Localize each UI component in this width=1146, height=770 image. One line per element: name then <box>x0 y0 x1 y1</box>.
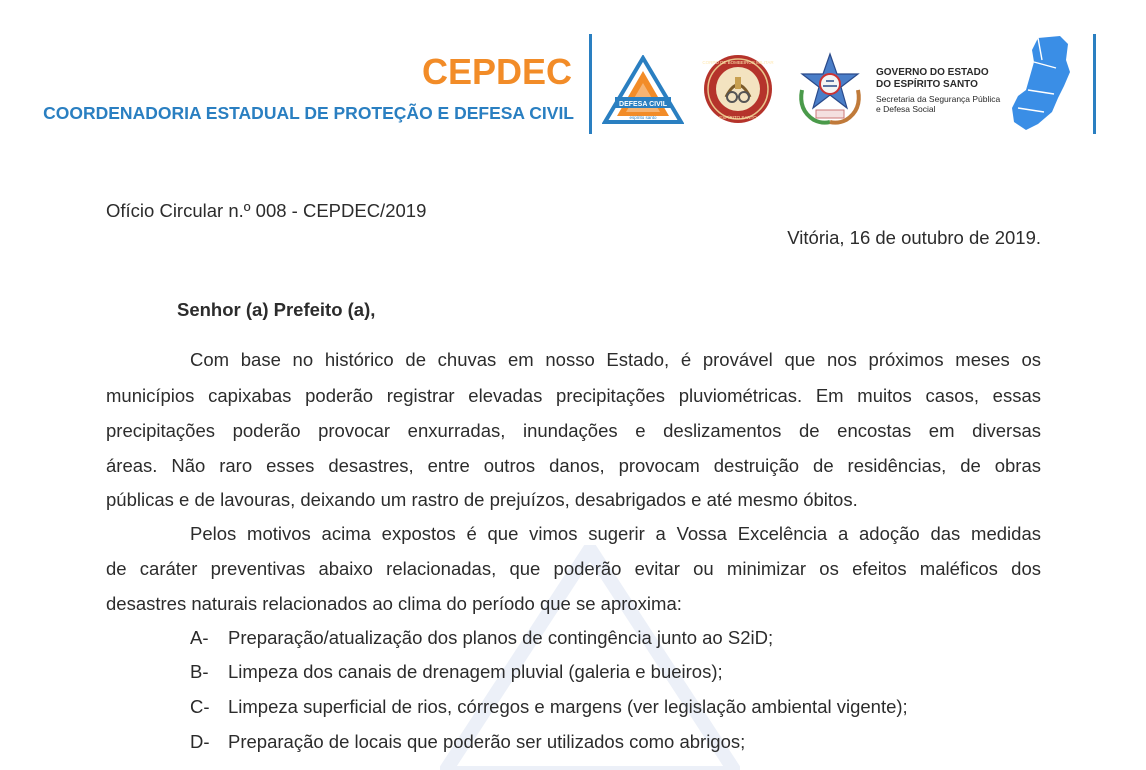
list-item-text: Limpeza superficial de rios, córregos e margens (ver legislação ambiental vigente); <box>228 696 908 717</box>
list-item-text: Preparação/atualização dos planos de contingência junto ao S2iD; <box>228 627 774 648</box>
government-department <box>876 94 1011 114</box>
paragraph-line: precipitações poderão provocar enxurradas, inundações e deslizamentos de encostas em diversas <box>106 420 1041 441</box>
government-dept-line1: Secretaria da Segurança Pública <box>876 94 1001 104</box>
list-item-text: Preparação de locais que poderão ser utilizados como abrigos; <box>228 731 746 752</box>
paragraph-line: públicas e de lavouras, deixando um rastro de prejuízos, desabrigados e até mesmo óbitos. <box>106 489 858 510</box>
bombeiros-seal-text-bottom: ESPÍRITO SANTO <box>719 115 757 120</box>
divider-line-right <box>1093 34 1096 134</box>
state-coat-of-arms-logo <box>792 50 868 128</box>
list-item-letter: A- <box>190 627 209 648</box>
government-name-line1: GOVERNO DO ESTADO <box>876 67 989 78</box>
org-name: COORDENADORIA ESTADUAL DE PROTEÇÃO E DEFESA CIVIL <box>43 103 574 123</box>
bombeiros-seal-text: CORPO DE BOMBEIROS MILITAR <box>702 60 774 65</box>
greeting: Senhor (a) Prefeito (a), <box>177 299 376 320</box>
place-date: Vitória, 16 de outubro de 2019. <box>787 227 1041 248</box>
bombeiros-seal-logo <box>702 53 774 125</box>
state-map-logo <box>1008 34 1074 132</box>
defesa-civil-logo-subtext: espírito santo <box>629 115 657 120</box>
government-name <box>876 67 1006 91</box>
list-item-letter: B- <box>190 661 209 682</box>
paragraph-line: áreas. Não raro esses desastres, entre outros danos, provocam destruição de residências, de obras <box>106 455 1041 476</box>
paragraph-line: de caráter preventivas abaixo relacionadas, que poderão evitar ou minimizar os efeitos maléficos dos <box>106 558 1041 579</box>
list-item-letter: D- <box>190 731 210 752</box>
government-dept-line2: e Defesa Social <box>876 104 936 114</box>
paragraph-line: Pelos motivos acima expostos é que vimos sugerir a Vossa Excelência a adoção das medidas <box>190 523 1041 544</box>
cepdec-acronym: CEPDEC <box>421 51 572 92</box>
list-item-letter: C- <box>190 696 210 717</box>
defesa-civil-logo-text: DEFESA CIVIL <box>619 101 667 108</box>
defesa-civil-logo <box>602 55 684 125</box>
divider-line-left <box>589 34 592 134</box>
paragraph-line: desastres naturais relacionados ao clima do período que se aproxima: <box>106 593 682 614</box>
paragraph-line: municípios capixabas poderão registrar elevadas precipitações pluviométricas. Em muitos casos, essas <box>106 385 1041 406</box>
list-item-text: Limpeza dos canais de drenagem pluvial (galeria e bueiros); <box>228 661 723 682</box>
paragraph-line: Com base no histórico de chuvas em nosso Estado, é provável que nos próximos meses os <box>190 349 1041 370</box>
government-name-line2: DO ESPÍRITO SANTO <box>876 79 978 90</box>
letter-reference: Ofício Circular n.º 008 - CEPDEC/2019 <box>106 200 427 221</box>
